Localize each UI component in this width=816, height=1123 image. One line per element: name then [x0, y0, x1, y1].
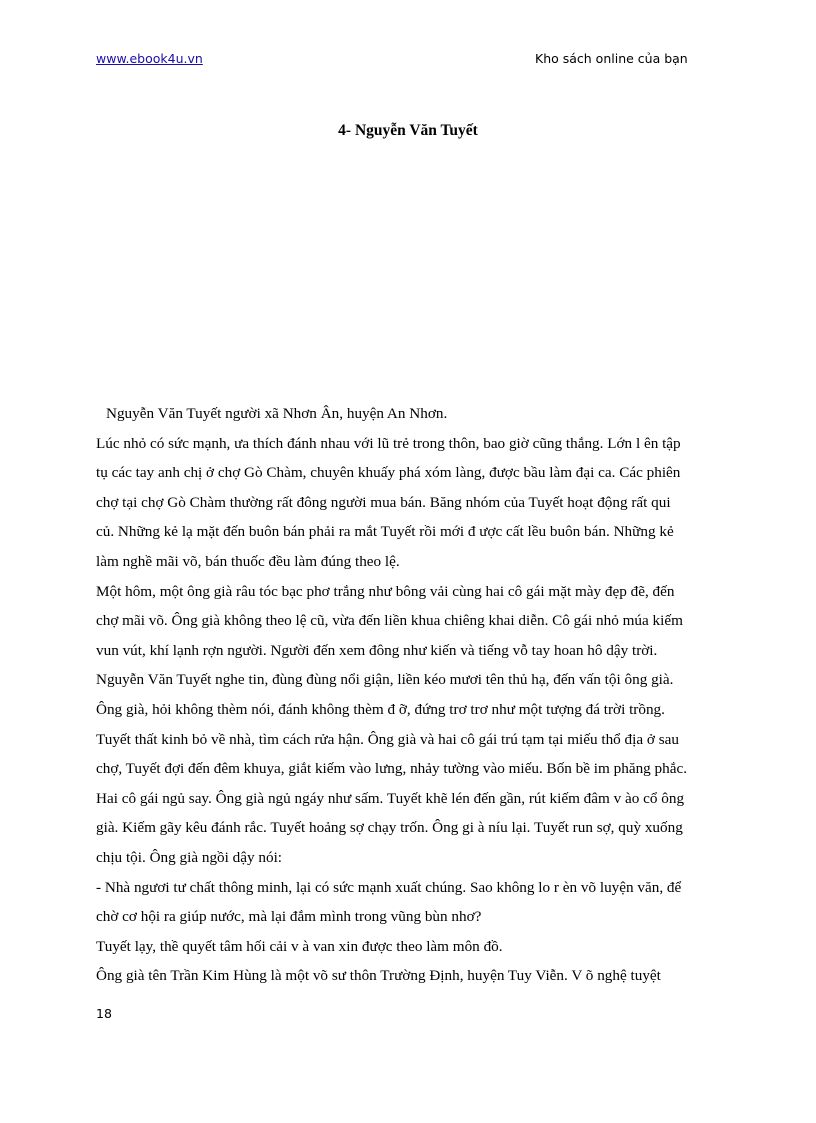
text-line: Một hôm, một ông già râu tóc bạc phơ trắng như bông vải cùng hai cô gái mặt mày đẹp đẽ, đến [96, 582, 675, 600]
body-text [96, 399, 724, 991]
site-link[interactable]: www.ebook4u.vn [96, 51, 203, 66]
text-line: chợ mãi võ. Ông già không theo lệ cũ, vừa đến liền khua chiêng khai diễn. Cô gái nhỏ múa kiếm [96, 612, 683, 630]
text-line: Lúc nhỏ có sức mạnh, ưa thích đánh nhau với lũ trẻ trong thôn, bao giờ cũng thắng. Lớn l ên tập [96, 434, 681, 452]
text-line: vun vút, khí lạnh rợn người. Người đến xem đông như kiến và tiếng vỗ tay hoan hô dậy trời. [96, 641, 658, 659]
text-line: củ. Những kẻ lạ mặt đến buôn bán phải ra mắt Tuyết rồi mới đ ược cất lều buôn bán. Những kẻ [96, 523, 674, 541]
text-line: chịu tội. Ông già ngồi dậy nói: [96, 848, 283, 866]
text-line: Ông già tên Trần Kim Hùng là một võ sư thôn Trường Định, huyện Tuy Viễn. V õ nghệ tuyệt [96, 967, 661, 985]
text-line: Tuyết thất kinh bỏ về nhà, tìm cách rửa hận. Ông già và hai cô gái trú tạm tại miếu thổ địa ở sau [96, 730, 679, 748]
page-number: 18 [96, 1006, 112, 1021]
header-tagline: Kho sách online của bạn [535, 51, 688, 66]
text-line: Tuyết lạy, thề quyết tâm hối cải v à van xin được theo làm môn đồ. [96, 937, 503, 955]
text-line: chợ tại chợ Gò Chàm thường rất đông người mua bán. Băng nhóm của Tuyết hoạt động rất qui [96, 493, 671, 511]
text-line: làm nghề mãi võ, bán thuốc đều làm đúng theo lệ. [96, 552, 400, 570]
text-line: già. Kiếm gãy kêu đánh rắc. Tuyết hoảng sợ chạy trốn. Ông gi à níu lại. Tuyết run sợ, quỳ xuống [96, 819, 683, 837]
text-line: Nguyễn Văn Tuyết nghe tin, đùng đùng nổi giận, liền kéo mươi tên thủ hạ, đến vấn tội ông già. [96, 671, 674, 689]
text-line: chờ cơ hội ra giúp nước, mà lại đắm mình trong vũng bùn nhơ? [96, 908, 482, 926]
text-line: chợ, Tuyết đợi đến đêm khuya, giắt kiếm vào lưng, nhảy tường vào miếu. Bốn bề im phăng phắc. [96, 760, 688, 778]
text-line: Hai cô gái ngủ say. Ông già ngủ ngáy như sấm. Tuyết khẽ lén đến gần, rút kiếm đâm v ào cổ ông [96, 789, 685, 807]
text-line: tụ các tay anh chị ở chợ Gò Chàm, chuyên khuấy phá xóm làng, được bầu làm đại ca. Các phiên [96, 464, 681, 482]
chapter-title: 4- Nguyễn Văn Tuyết [338, 122, 478, 139]
text-line: Ông già, hỏi không thèm nói, đánh không thèm đ ỡ, đứng trơ trơ như một tượng đá trời trồng. [96, 700, 665, 718]
text-line: - Nhà ngươi tư chất thông minh, lại có sức mạnh xuất chúng. Sao không lo r èn võ luyện văn, để [96, 878, 682, 896]
text-line: Nguyễn Văn Tuyết người xã Nhơn Ân, huyện An Nhơn. [106, 405, 448, 422]
